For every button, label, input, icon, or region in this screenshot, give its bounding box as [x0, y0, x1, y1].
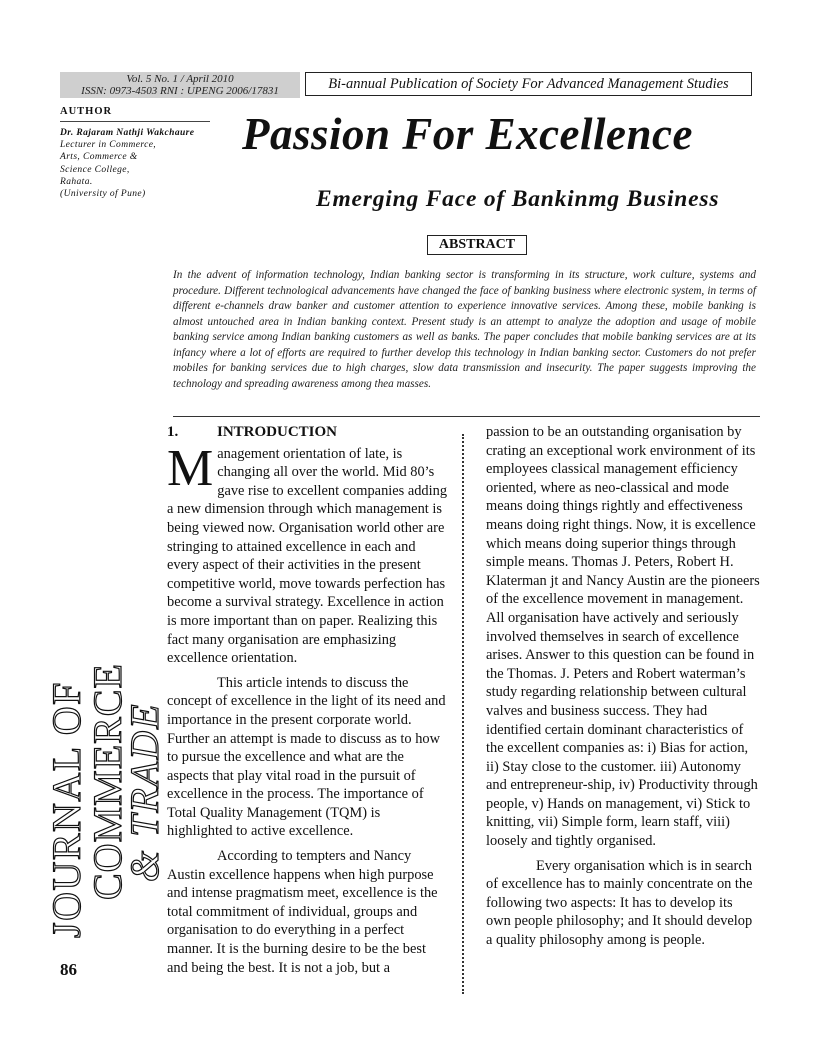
author-divider	[60, 121, 210, 122]
journal-logo-line2: COMMERCE	[85, 663, 130, 900]
section-title: INTRODUCTION	[217, 424, 338, 440]
paragraph: This article intends to discuss the concept of excellence in the light of its need and importance in the present corporate world. Further an attempt is made to discuss as to how to pursue the excellence and what are the aspects that play vital road in the pursuit of excellence in the process. The importance of Total Quality Management (TQM) is highlighted to active excellence.	[167, 674, 446, 840]
author-line: Arts, Commerce &	[60, 152, 138, 163]
issn-text: ISSN: 0973-4503 RNI : UPENG 2006/17831	[81, 85, 279, 97]
abstract-text: In the advent of information technology, Indian banking sector is transforming in its structure, work culture, systems and procedure. Different technological advancements have changed the face of banking business where electronic system, in terms of different e-channels draw banker and customer attention to experience innovative services. Among these, mobile banking is almost untouched area in Indian banking context. Present study is an attempt to analyze the adoption and usage of mobile banking service among Indian banking customers as well as banks. The paper concludes that mobile banking services are at its infancy where a lot of efforts are required to further develop this technology in Indian banking sector. Customers do not prefer mobiles for banking services due to high charges, slow data transmission and insecurity. The paper suggests improving the technology and spreading awareness among thea masses.	[173, 269, 756, 390]
paragraph: Every organisation which is in search of excellence has to mainly concentrate on the following two aspects: It has to develop its own people philosophy; and It should develop a quality philosophy among is people.	[486, 857, 753, 949]
column-left	[167, 423, 447, 977]
drop-cap: M	[167, 439, 214, 497]
author-line: Lecturer in Commerce,	[60, 140, 157, 151]
author-line: Rahata.	[60, 176, 93, 187]
paragraph: According to tempters and Nancy Austin excellence happens when high purpose and intense pragmatism meet, excellence is the total commitment of individual, groups and organisation to do everything in a perfect manner. It is the burning desire to be the best and being the best. It is not a job, but a	[167, 848, 438, 976]
column-divider	[462, 434, 468, 994]
paragraph-text: anagement orientation of late, is changing all over the world. Mid 80’s gave rise to excellent companies adding a new dimension through which management is being viewed now. Organisation world other are stringing to attained excellence in each and every aspect of their activities in the present competitive world, move towards perfection has become a survival strategy. Excellence in action is more important than on paper. Realizing this fact many organisation are emphasizing excellence orientation.	[167, 445, 448, 667]
journal-logo-line1: JOURNAL OF	[44, 681, 89, 938]
abstract-label: ABSTRACT	[427, 235, 527, 255]
section-heading	[167, 423, 447, 442]
article-subtitle: Emerging Face of Bankinmg Business	[316, 186, 720, 212]
page-number: 86	[60, 960, 77, 979]
column-right	[486, 423, 760, 950]
article-title: Passion For Excellence	[242, 109, 693, 159]
paragraph	[167, 439, 448, 668]
volume-text: Vol. 5 No. 1 / April 2010	[126, 73, 234, 85]
paragraph: passion to be an outstanding organisation by crating an exceptional work environment of its employees classical management efficiency oriented, where as neo-classical and mode means doing things rightly and effectiveness means doing right things. Now, it is excellence which means doing superior things through simple means. Thomas J. Peters, Robert H. Klaterman jt and Nancy Austin are the pioneers of the excellence movement in management. All organisation have actively and seriously involved themselves in search of excellence arises. Answer to this question can be found in the Thomas. J. Peters and Robert waterman’s study regarding relationship between cultural valves and business success. They had identified certain dominant characteristics of the excellent companies as: i) Bias for action, ii) Stay close to the customer. iii) Autonomy and entrepreneur-ship, iv) Productivity through people, v) Hands on management, vi) Stick to knitting, vii) Simple form, learn staff, viii) loosely and tightly organised.	[486, 424, 760, 850]
publication-box: Bi-annual Publication of Society For Advanced Management Studies	[305, 72, 752, 96]
journal-logo	[44, 600, 167, 940]
author-name: Dr. Rajaram Nathji Wakchaure	[60, 128, 195, 138]
author-info	[60, 127, 220, 200]
author-line: (University of Pune)	[60, 189, 146, 200]
volume-box	[60, 72, 300, 98]
journal-logo-line3: & TRADE	[122, 702, 167, 882]
author-label: AUTHOR	[60, 106, 113, 117]
abstract-divider	[173, 416, 760, 417]
section-number: 1.	[167, 424, 179, 440]
author-line: Science College,	[60, 164, 130, 175]
